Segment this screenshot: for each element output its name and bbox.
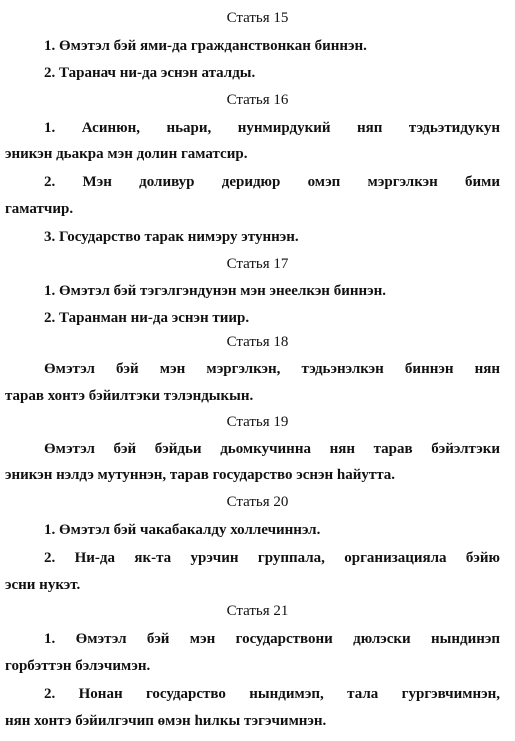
article-19-line-1: Өмэтэл бэй бэйдьи дьомкучинна нян тарав бэйэлтэки	[44, 441, 500, 457]
article-20-heading: Статья 20	[226, 494, 289, 510]
article-15-para-2: 2. Таранач ни-да эснэн аталды.	[44, 65, 256, 81]
article-16-para-2-line-2: гаматчир.	[5, 201, 74, 217]
article-20-para-1: 1. Өмэтэл бэй чакабакалду холлечиннэл.	[44, 522, 321, 538]
article-16-para-2-line-1: 2. Мэн доливур деридюр омэп мэргэлкэн бими	[44, 174, 500, 190]
article-17-para-1: 1. Өмэтэл бэй тэгэлгэндунэн мэн энеелкэн биннэн.	[44, 283, 386, 299]
article-21-para-1-line-2: горбэттэн бэлэчимэн.	[5, 658, 151, 674]
article-20-para-2-line-2: эсни нукэт.	[5, 577, 81, 593]
article-16-heading: Статья 16	[226, 92, 289, 108]
article-16-para-1-line-2: эникэн дьакра мэн долин гаматсир.	[5, 146, 248, 162]
article-21-heading: Статья 21	[226, 603, 289, 619]
article-21-para-1-line-1: 1. Өмэтэл бэй мэн государствони дюлэски нындинэп	[44, 631, 500, 647]
article-21-para-2-line-1: 2. Нонан государство нындимэп, тала гургэвчимнэн,	[44, 686, 500, 702]
article-18-line-2: тарав хонтэ бэйилтэки тэлэндыкын.	[5, 388, 254, 404]
article-19-line-2: эникэн нэлдэ мутуннэн, тарав государство эснэн һайутта.	[5, 467, 396, 483]
article-19-heading: Статья 19	[226, 414, 289, 430]
article-18-heading: Статья 18	[226, 334, 289, 350]
article-15-para-1: 1. Өмэтэл бэй ями-да гражданствонкан биннэн.	[44, 38, 367, 54]
article-18-line-1: Өмэтэл бэй мэн мэргэлкэн, тэдьэнэлкэн биннэн нян	[44, 361, 500, 377]
article-21-para-2-line-2: нян хонтэ бэйилгэчип өмэн һилкы тэгэчимнэн.	[5, 713, 327, 729]
article-17-heading: Статья 17	[226, 256, 289, 272]
article-20-para-2-line-1: 2. Ни-да як-та урэчин группала, организацияла бэйю	[44, 550, 500, 566]
article-16-para-3: 3. Государство тарак нимэру этуннэн.	[44, 229, 299, 245]
article-15-heading: Статья 15	[226, 10, 289, 26]
article-16-para-1-line-1: 1. Асинюн, ньари, нунмирдукий няп тэдьэтидукун	[44, 120, 500, 136]
article-17-para-2: 2. Таранман ни-да эснэн тиир.	[44, 310, 250, 326]
